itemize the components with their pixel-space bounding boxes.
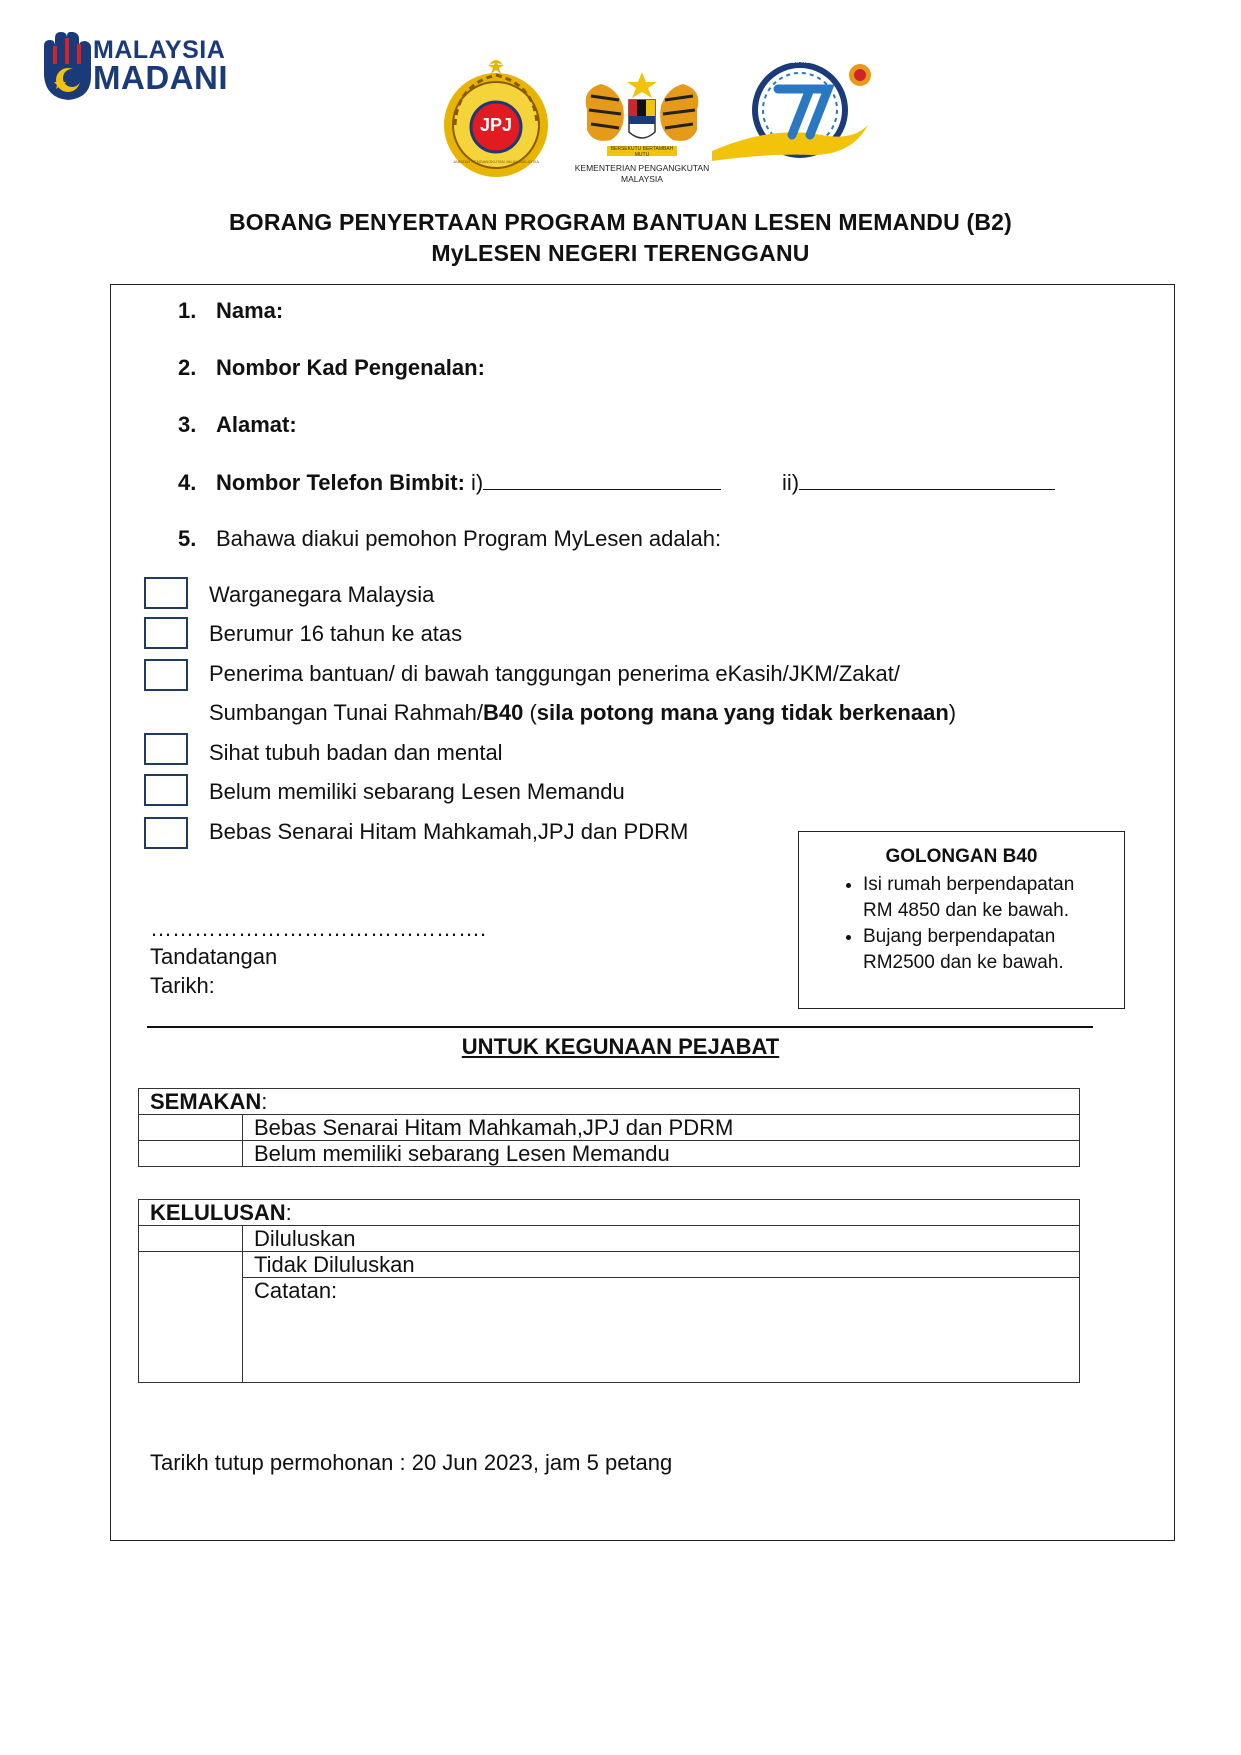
checkbox-label-continued (209, 700, 956, 726)
kelulusan-label: KELULUSAN (150, 1200, 286, 1225)
question-name (178, 298, 283, 324)
ministry-coat-of-arms-logo (567, 70, 717, 185)
phone-option-2: ii) (782, 470, 800, 495)
checkbox-label: Berumur 16 tahun ke atas (209, 621, 463, 646)
table-row (139, 1226, 1080, 1252)
checkbox-citizen[interactable] (144, 577, 188, 609)
checkbox-age[interactable] (144, 617, 188, 649)
closing-date: Tarikh tutup permohonan : 20 Jun 2023, jam 5 petang (150, 1450, 673, 1475)
jpj-seal-logo (437, 55, 555, 177)
phone-option-1: i) (471, 470, 484, 495)
kelulusan-header (139, 1200, 1080, 1226)
semakan-header (139, 1089, 1080, 1115)
madani-logo-line2: MADANI (93, 59, 228, 96)
colon: : (261, 1089, 268, 1114)
kelulusan-table (138, 1199, 1080, 1383)
checkbox-no-license[interactable] (144, 774, 188, 806)
checkbox-label: Sihat tubuh badan dan mental (209, 740, 503, 765)
question-phone (178, 469, 721, 496)
table-row (139, 1141, 1080, 1167)
question-label: Nombor Telefon Bimbit: (216, 470, 465, 495)
semakan-label: SEMAKAN (150, 1089, 262, 1114)
ministry-motto: BERSEKUTU BERTAMBAH MUTU (610, 146, 674, 158)
colon: : (285, 1200, 292, 1225)
table-row (139, 1278, 1080, 1383)
question-label: Bahawa diakui pemohon Program MyLesen adalah: (216, 526, 722, 551)
check-cell[interactable] (139, 1141, 243, 1167)
signature-label: Tandatangan (150, 944, 278, 969)
check-cell[interactable] (139, 1252, 243, 1383)
table-row (139, 1115, 1080, 1141)
checkbox-healthy[interactable] (144, 733, 188, 765)
b40-bullet: • Isi rumah berpendapatan RM 4850 dan ke bawah. (863, 872, 1099, 924)
ministry-name-line1: KEMENTERIAN PENGANGKUTAN (574, 163, 710, 173)
b40-heading: GOLONGAN B40 (885, 846, 1038, 867)
office-use-heading: UNTUK KEGUNAAN PEJABAT (461, 1034, 780, 1059)
label-part: ( (523, 700, 537, 725)
question-number: 4. (178, 470, 197, 495)
jpj-seal-text: JABATAN PENGANGKUTAN JALAN MALAYSIA (452, 159, 540, 164)
label-part: Sumbangan Tunai Rahmah/ (209, 700, 483, 725)
question-declaration (178, 526, 721, 552)
semakan-item: Belum memiliki sebarang Lesen Memandu (243, 1141, 1080, 1167)
check-cell[interactable] (139, 1115, 243, 1141)
phone-field-2[interactable] (799, 469, 1055, 490)
question-label: Nombor Kad Pengenalan: (216, 355, 485, 380)
form-title-line2: MyLESEN NEGERI TERENGGANU (431, 240, 810, 266)
question-phone-second (782, 469, 1055, 496)
question-address (178, 412, 297, 438)
checkbox-label: Bebas Senarai Hitam Mahkamah,JPJ dan PDRM (209, 819, 689, 844)
ministry-name-line2: MALAYSIA (621, 174, 663, 184)
b40-info-box (798, 831, 1125, 1009)
semakan-table (138, 1088, 1080, 1167)
jpj-seal-center: JPJ (479, 115, 513, 135)
kelulusan-item: Diluluskan (243, 1226, 1080, 1252)
question-number: 3. (178, 412, 197, 437)
check-cell[interactable] (139, 1226, 243, 1252)
date-label: Tarikh: (150, 973, 215, 998)
question-label: Nama: (216, 298, 284, 323)
form-title-line1: BORANG PENYERTAAN PROGRAM BANTUAN LESEN MEMANDU (B2) (228, 209, 1013, 235)
catatan-cell[interactable]: Catatan: (243, 1278, 1080, 1383)
madani-logo-line1: MALAYSIA (93, 36, 226, 64)
kelulusan-item: Tidak Diluluskan (243, 1252, 1080, 1278)
label-part: ) (948, 700, 957, 725)
checkbox-no-blacklist[interactable] (144, 817, 188, 849)
question-label: Alamat: (216, 412, 297, 437)
checkbox-label: Belum memiliki sebarang Lesen Memandu (209, 779, 625, 804)
strike-instruction: sila potong mana yang tidak berkenaan (536, 700, 949, 725)
signature-line[interactable]: ………………………………………. (150, 916, 487, 941)
phone-field-1[interactable] (483, 469, 721, 490)
b40-bullet: • Bujang berpendapatan RM2500 dan ke bawah. (863, 924, 1099, 976)
semakan-item: Bebas Senarai Hitam Mahkamah,JPJ dan PDRM (243, 1115, 1080, 1141)
anniversary-text: SAMBUTAN ULANG TAHUN JPJ (763, 59, 837, 65)
b40-emphasis: B40 (482, 700, 524, 725)
malaysia-madani-logo (38, 32, 238, 102)
office-divider (147, 1026, 1093, 1028)
checkbox-label: Penerima bantuan/ di bawah tanggungan penerima eKasih/JKM/Zakat/ (209, 661, 900, 686)
question-ic-number (178, 355, 485, 381)
checkbox-aid-recipient[interactable] (144, 659, 188, 691)
question-number: 5. (178, 526, 197, 551)
question-number: 1. (178, 298, 197, 323)
question-number: 2. (178, 355, 197, 380)
checkbox-label: Warganegara Malaysia (209, 582, 435, 607)
jpj-77-anniversary-logo (712, 55, 882, 175)
table-row (139, 1252, 1080, 1278)
